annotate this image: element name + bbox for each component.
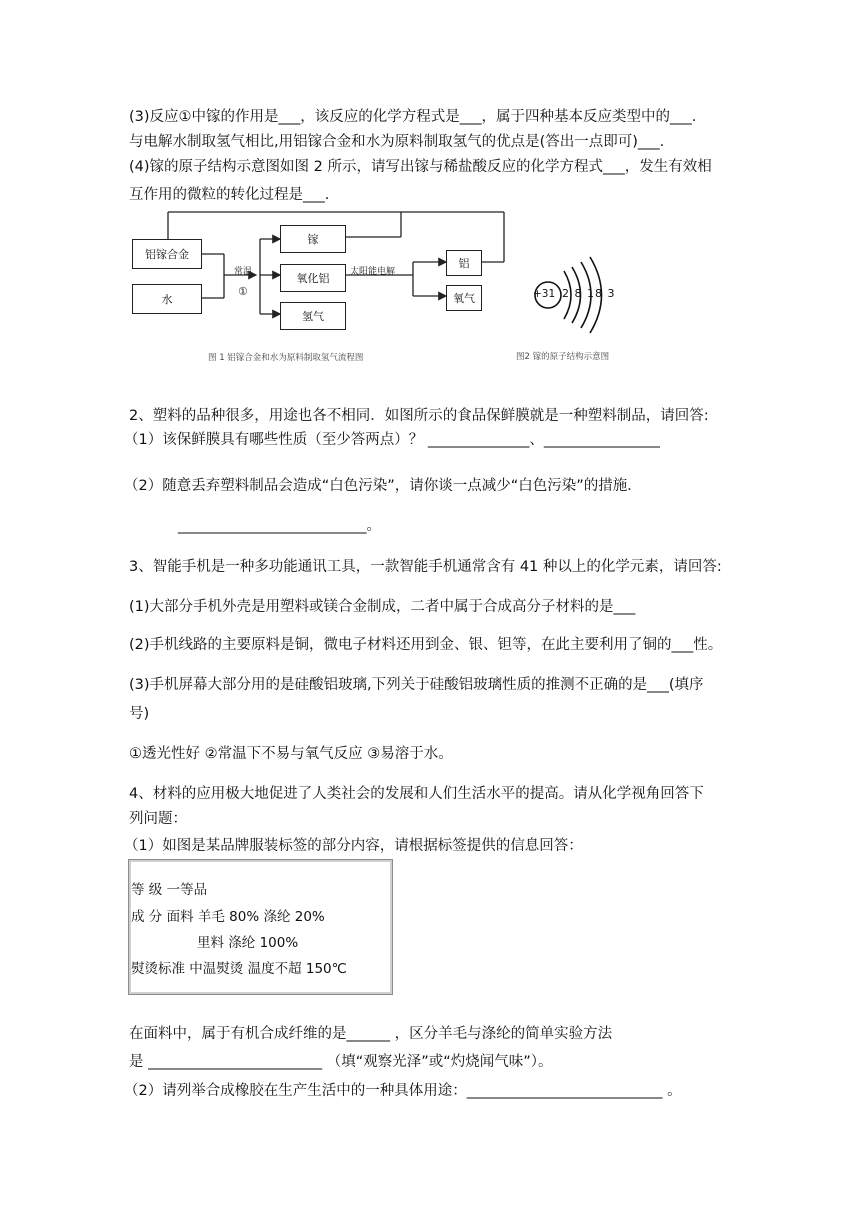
box-aluminum: 铝 [446, 250, 482, 276]
q3-line3: (2)手机线路的主要原料是铜，微电子材料还用到金、银、钽等，在此主要利用了铜的___性。 [129, 637, 723, 653]
q1-line3: (4)镓的原子结构示意图如图 2 所示，请写出镓与稀盐酸反应的化学方程式___，发生有效相 [129, 159, 712, 175]
cond-number: ① [238, 285, 248, 298]
q1-line4: 互作用的微粒的转化过程是___. [129, 187, 330, 203]
q3-line5: 号) [129, 706, 150, 722]
figure2-caption: 图2 镓的原子结构示意图 [516, 352, 610, 362]
q4-line4: 在面料中，属于有机合成纤维的是______ ，区分羊毛与涤纶的简单实验方法 [129, 1026, 613, 1042]
q2-line3: （2）随意丢弃塑料制品会造成“白色污染”，请你谈一点减少“白色污染”的措施． [124, 478, 642, 494]
clothing-label-table [128, 859, 393, 995]
q4-line1: 4、材料的应用极大地促进了人类社会的发展和人们生活水平的提高。请从化学视角回答下 [129, 786, 704, 802]
label-row-lining: 里料 涤纶 100% [197, 935, 299, 951]
q2-line1: 2、塑料的品种很多，用途也各不相同．如图所示的食品保鲜膜就是一种塑料制品，请回答: [129, 408, 709, 424]
box-water: 水 [132, 284, 202, 314]
q2-line2: （1）该保鲜膜具有哪些性质（至少答两点）？ ______________、________________ [124, 432, 660, 448]
q4-line2: 列问题： [129, 811, 187, 827]
figure1-caption: 图 1 铝镓合金和水为原料制取氢气流程图 [208, 353, 364, 363]
box-alumina: 氧化铝 [280, 264, 346, 292]
atom-shells: 2 8 18 3 [562, 287, 616, 300]
box-oxygen: 氧气 [446, 285, 482, 311]
q2-line4: __________________________。 [178, 518, 381, 534]
figure-diagram [128, 207, 648, 377]
q3-line1: 3、智能手机是一种多功能通讯工具，一款智能手机通常含有 41 种以上的化学元素，请回答: [129, 559, 722, 575]
cond-solar-electrolysis: 太阳能电解 [350, 267, 396, 277]
label-row-grade: 等 级 一等品 [131, 882, 208, 898]
q1-line1: (3)反应①中镓的作用是___，该反应的化学方程式是___，属于四种基本反应类型中的___. [129, 109, 697, 125]
q4-line5: 是 ________________________ （填“观察光泽”或“灼烧闻气味”）。 [129, 1054, 553, 1070]
q4-line6: （2）请列举合成橡胶在生产生活中的一种具体用途：___________________________ 。 [124, 1083, 682, 1099]
q3-line6: ①透光性好 ②常温下不易与氧气反应 ③易溶于水。 [129, 746, 453, 762]
q1-line2: 与电解水制取氢气相比,用铝镓合金和水为原料制取氢气的优点是(答出一点即可)___. [129, 134, 665, 150]
label-row-composition: 成 分 面料 羊毛 80% 涤纶 20% [131, 909, 325, 925]
box-gallium: 镓 [280, 225, 346, 253]
box-hydrogen: 氢气 [280, 302, 346, 330]
label-row-ironing: 熨烫标准 中温熨烫 温度不超 150℃ [131, 961, 347, 977]
q4-line3: （1）如图是某品牌服装标签的部分内容，请根据标签提供的信息回答： [124, 838, 583, 854]
atom-nucleus: +31 [533, 288, 556, 300]
box-alloy: 铝镓合金 [132, 239, 202, 269]
q3-line2: (1)大部分手机外壳是用塑料或镁合金制成，二者中属于合成高分子材料的是___ [129, 599, 636, 615]
cond-normal-temp: 常温 [234, 267, 253, 277]
q3-line4: (3)手机屏幕大部分用的是硅酸铝玻璃,下列关于硅酸铝玻璃性质的推测不正确的是___(填序 [129, 677, 704, 693]
